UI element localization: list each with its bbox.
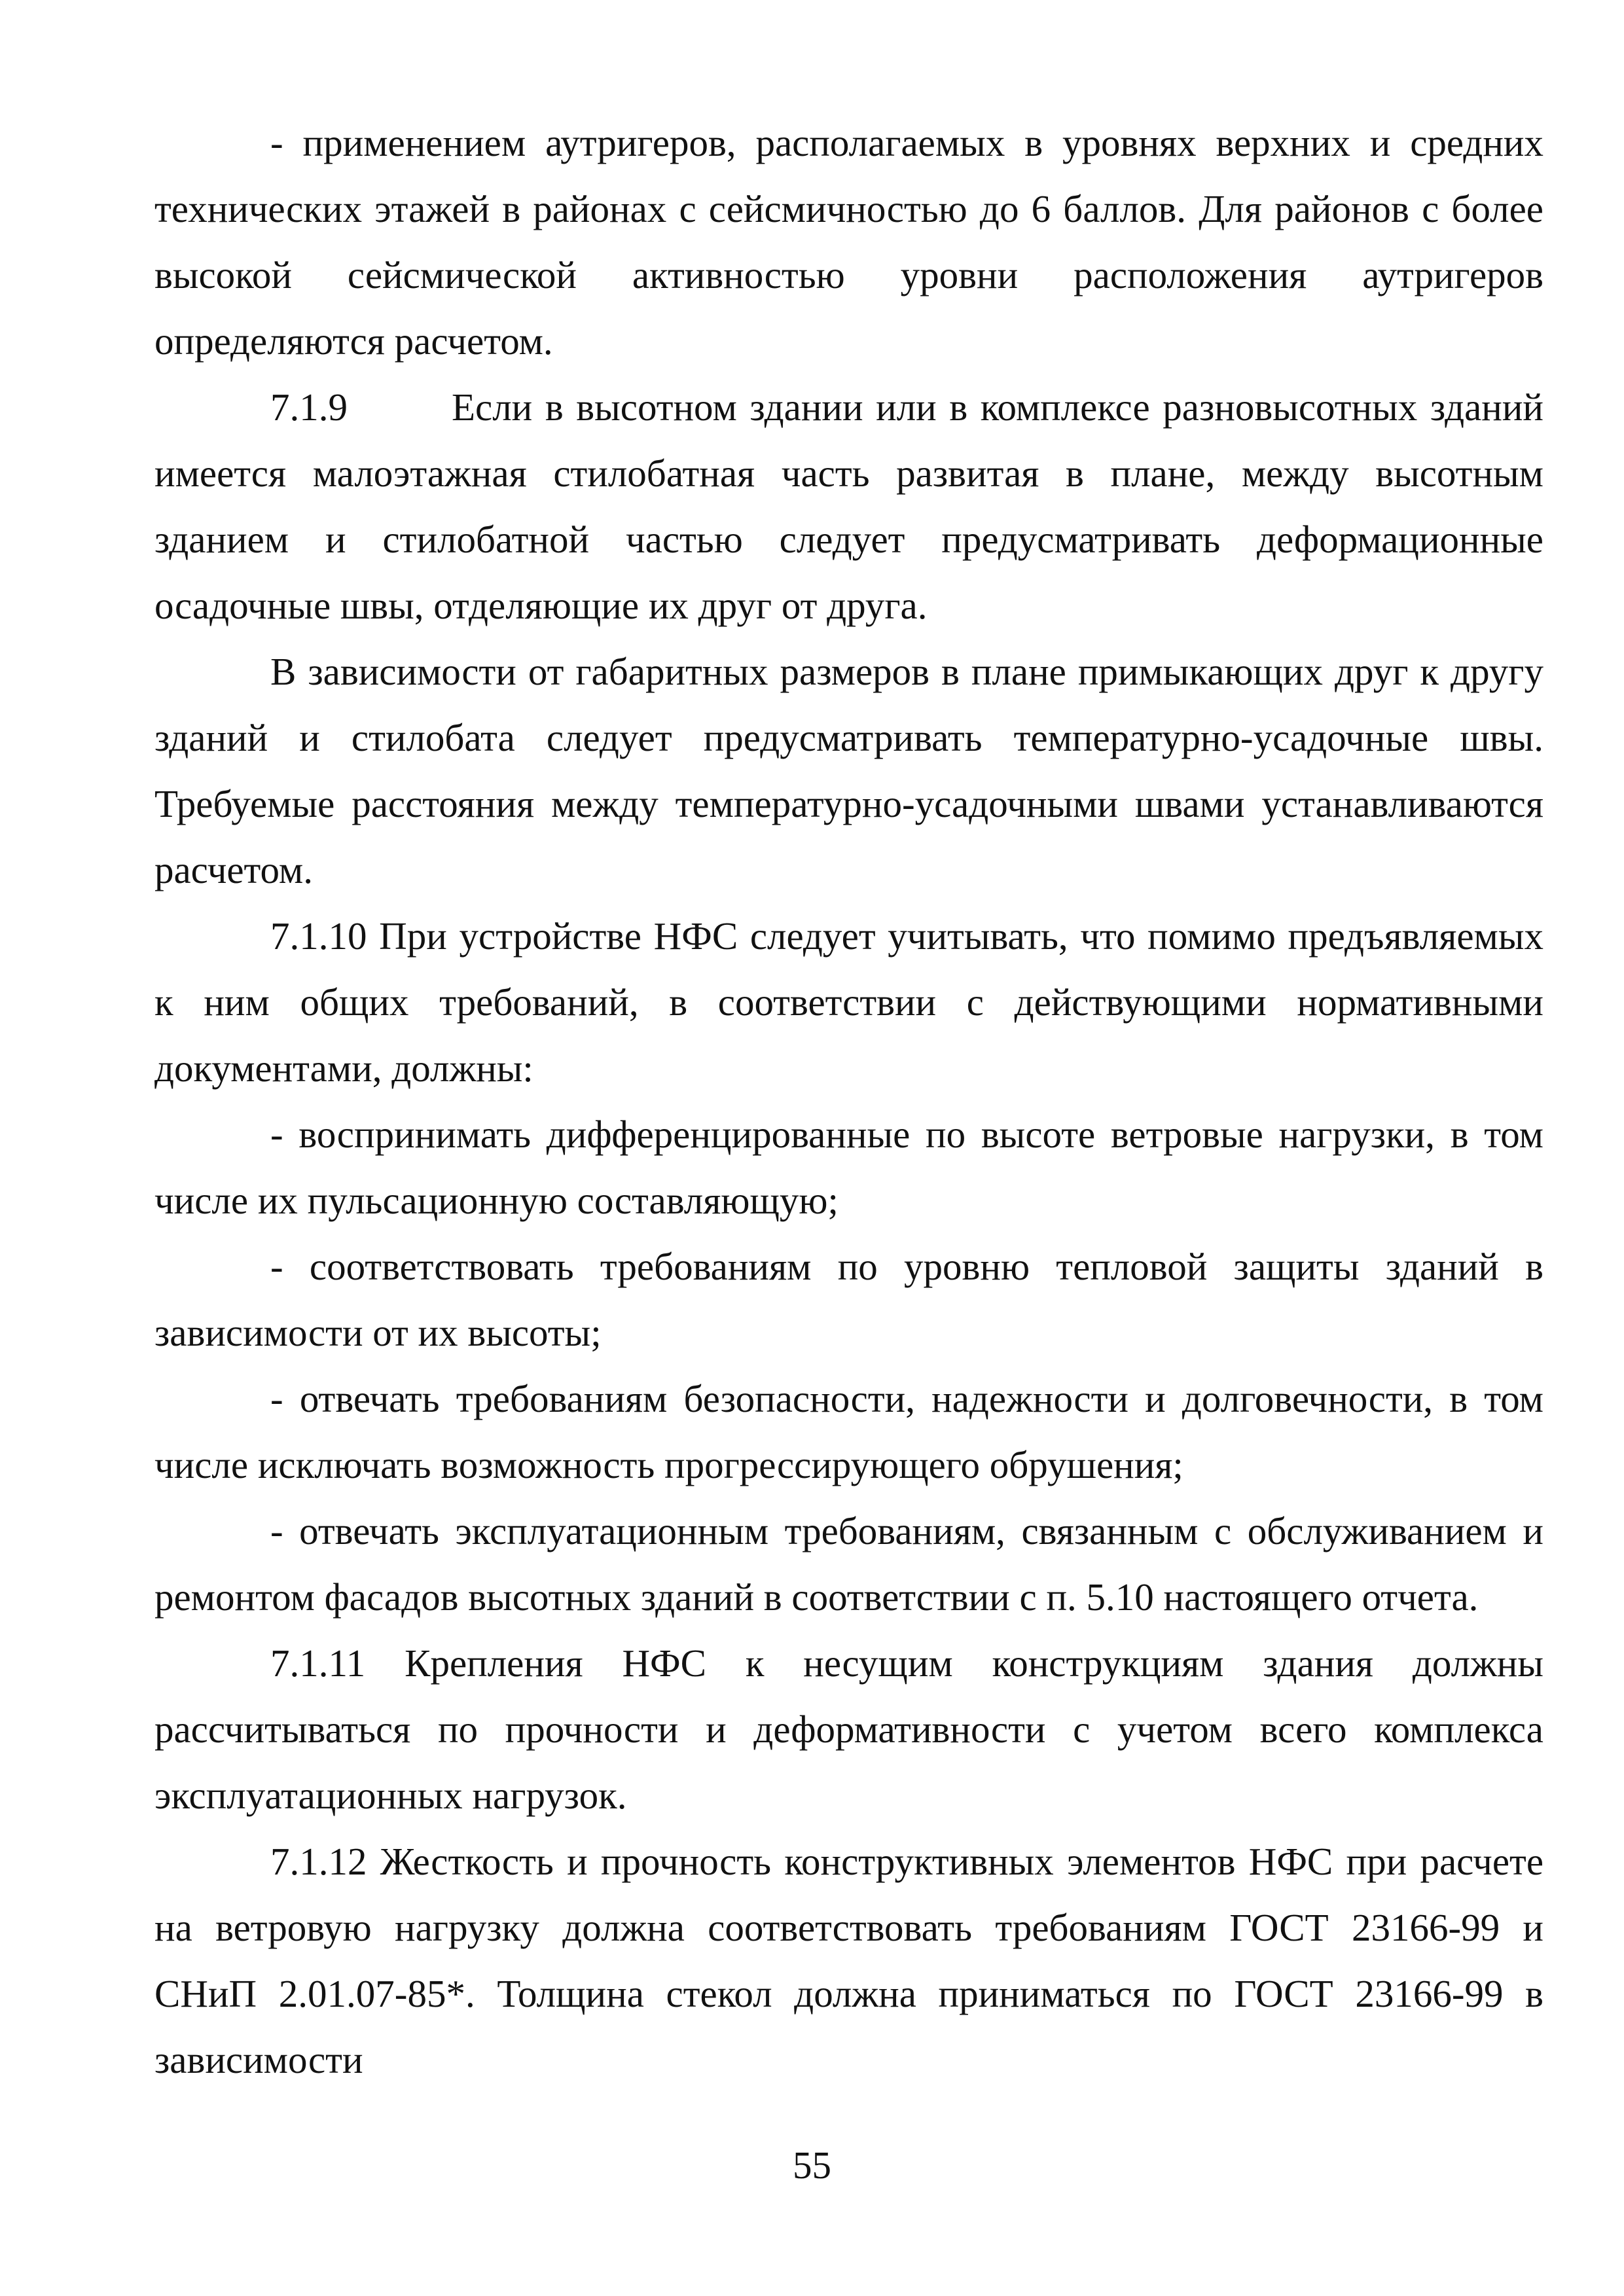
clause-number: 7.1.11 (270, 1641, 366, 1685)
clause-number: 7.1.12 (270, 1840, 367, 1883)
paragraph-text: - отвечать эксплуатационным требованиям, связанным с обслуживанием и ремонтом фасадов высотных зданий в соответствии с п. 5.10 настоящего отчета. (154, 1509, 1543, 1619)
body-text (154, 110, 1543, 2093)
clause-7-1-11 (154, 1630, 1543, 1829)
list-item-wind-loads (154, 1102, 1543, 1234)
paragraph-text: - отвечать требованиям безопасности, надежности и долговечности, в том числе исключать возможность прогрессирующего обрушения; (154, 1377, 1543, 1486)
paragraph-text: В зависимости от габаритных размеров в плане примыкающих друг к другу зданий и стилобата следует предусматривать температурно-усадочные швы. Требуемые расстояния между температурно-усадочными швами устанавливаются расчетом. (154, 650, 1543, 891)
paragraph-text: Если в высотном здании или в комплексе разновысотных зданий имеется малоэтажная стилобатная часть развитая в плане, между высотным зданием и стилобатной частью следует предусматривать деформационные осадочные швы, отделяющие их друг от друга. (154, 386, 1543, 627)
clause-number: 7.1.9 (270, 386, 348, 429)
paragraph-text: Крепления НФС к несущим конструкциям здания должны рассчитываться по прочности и деформативности с учетом всего комплекса эксплуатационных нагрузок. (154, 1641, 1544, 1817)
clause-number: 7.1.10 (270, 914, 367, 958)
paragraph-outriggers (154, 110, 1543, 374)
list-item-thermal-protection (154, 1234, 1543, 1366)
paragraph-text: - воспринимать дифференцированные по высоте ветровые нагрузки, в том числе их пульсационную составляющую; (154, 1113, 1543, 1222)
clause-7-1-9 (154, 374, 1543, 639)
paragraph-text: - применением аутригеров, располагаемых в уровнях верхних и средних технических этажей в районах с сейсмичностью до 6 баллов. Для районов с более высокой сейсмической активностью уровни расположения аутригеров определяются расчетом. (154, 121, 1543, 363)
list-item-operation (154, 1498, 1543, 1630)
paragraph-text: При устройстве НФС следует учитывать, что помимо предъявляемых к ним общих требований, в соответствии с действующими нормативными документами, должны: (154, 914, 1544, 1090)
page-number: 55 (793, 2144, 831, 2187)
clause-7-1-12 (154, 1829, 1543, 2093)
list-item-safety (154, 1366, 1543, 1498)
paragraph-text: - соответствовать требованиям по уровню тепловой защиты зданий в зависимости от их высоты; (154, 1245, 1543, 1354)
paragraph-expansion-joints (154, 639, 1543, 903)
clause-7-1-10 (154, 903, 1543, 1102)
paragraph-text: Жесткость и прочность конструктивных элементов НФС при расчете на ветровую нагрузку должна соответствовать требованиям ГОСТ 23166-99 и СНиП 2.01.07-85*. Толщина стекол должна приниматься по ГОСТ 23166-99 в зависимости (154, 1840, 1543, 2081)
